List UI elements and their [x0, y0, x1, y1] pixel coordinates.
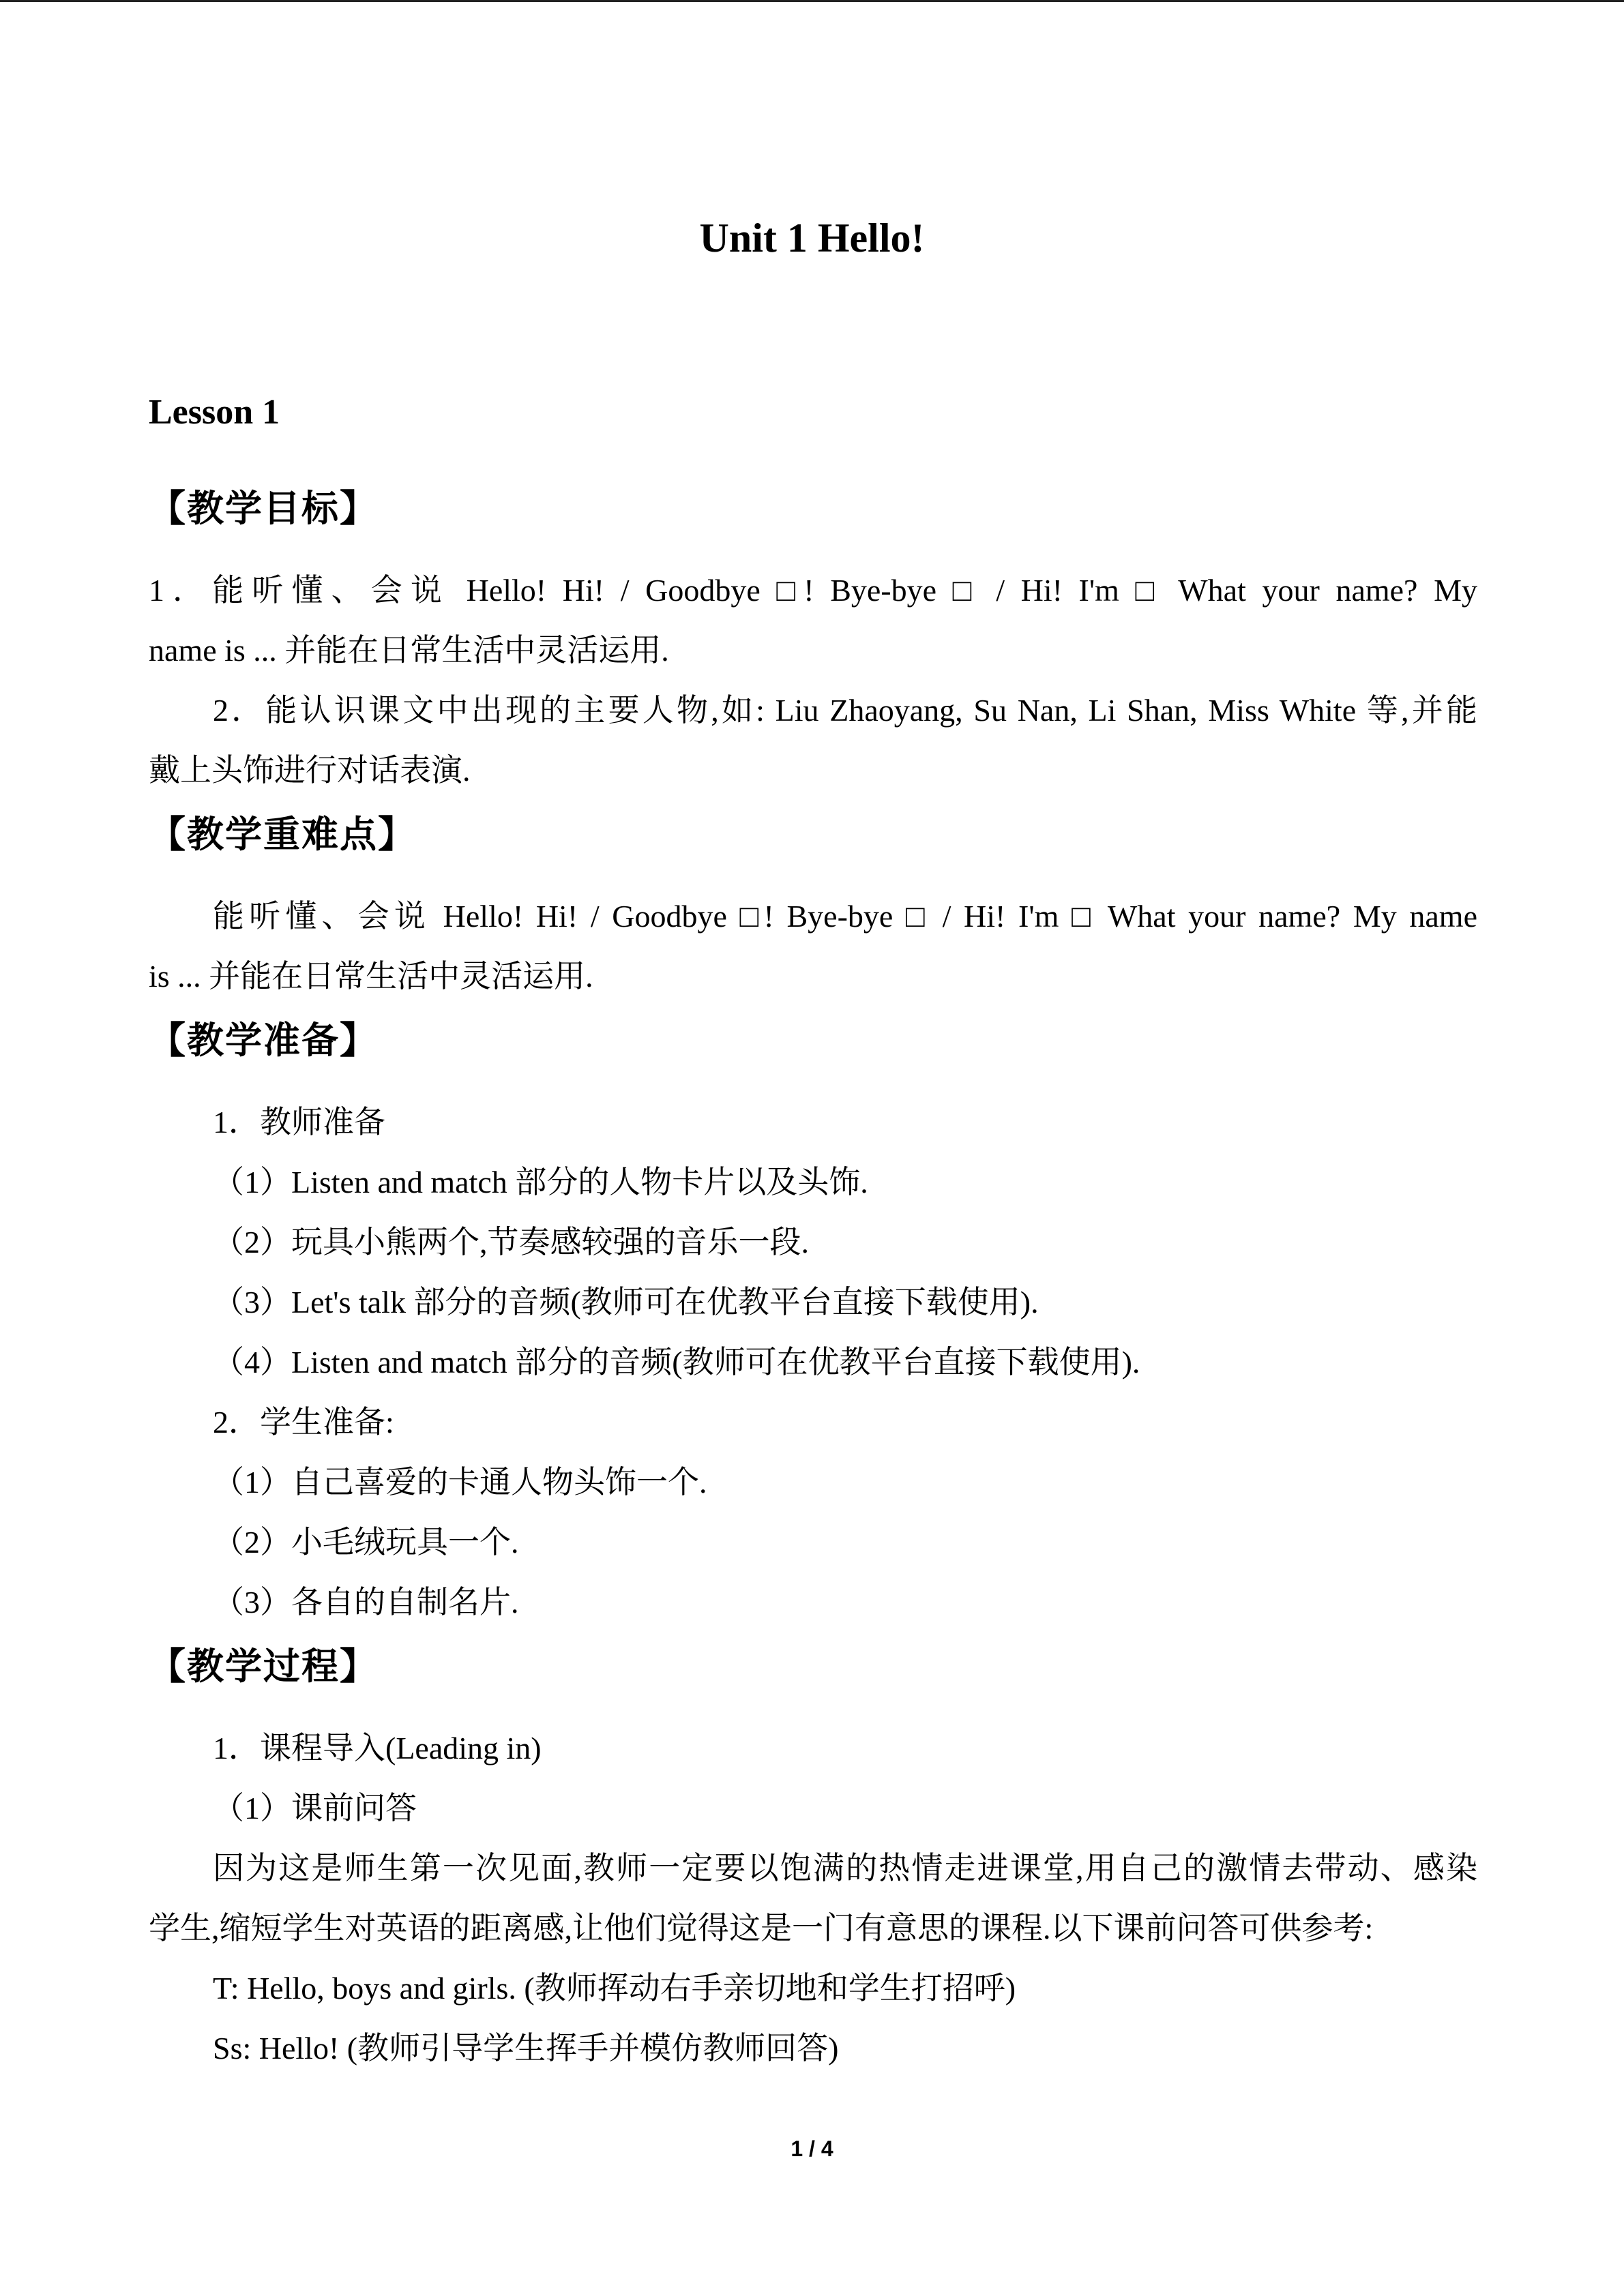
prep-line-9: （3）各自的自制名片. — [213, 1585, 519, 1620]
prep-line-2: （1）Listen and match 部分的人物卡片以及头饰. — [213, 1165, 868, 1199]
key-point-line-2: is ... 并能在日常生活中灵活运用. — [149, 959, 593, 994]
prep-line-6: 2．学生准备: — [213, 1405, 394, 1440]
process-line-6: Ss: Hello! (教师引导学生挥手并模仿教师回答) — [213, 2031, 839, 2066]
prep-line-1: 1．教师准备 — [213, 1105, 385, 1139]
prep-line-8: （2）小毛绒玩具一个. — [213, 1525, 519, 1560]
prep-line-7: （1）自己喜爱的卡通人物头饰一个. — [213, 1465, 707, 1500]
section-heading-preparation: 【教学准备】 — [149, 1019, 378, 1062]
lesson-heading: Lesson 1 — [149, 393, 280, 432]
prep-line-3: （2）玩具小熊两个,节奏感较强的音乐一段. — [213, 1225, 809, 1259]
objective-line-4: 戴上头饰进行对话表演. — [149, 753, 471, 788]
prep-line-5: （4）Listen and match 部分的音频(教师可在优教平台直接下载使用). — [213, 1345, 1140, 1380]
process-line-4: 学生,缩短学生对英语的距离感,让他们觉得这是一门有意思的课程.以下课前问答可供参考: — [149, 1911, 1374, 1945]
objective-line-2: name is ... 并能在日常生活中灵活运用. — [149, 633, 669, 668]
process-line-5: T: Hello, boys and girls. (教师挥动右手亲切地和学生打招呼) — [213, 1971, 1016, 2006]
process-line-1: 1．课程导入(Leading in) — [213, 1731, 542, 1765]
objective-line-1: 1．能听懂、会说 Hello! Hi! / Goodbye □! Bye-bye □ / Hi! I'm □ What your name? My — [149, 573, 1477, 608]
prep-line-4: （3）Let's talk 部分的音频(教师可在优教平台直接下载使用). — [213, 1285, 1039, 1320]
process-line-2: （1）课前问答 — [213, 1791, 417, 1825]
section-heading-process: 【教学过程】 — [149, 1645, 378, 1688]
document-title: Unit 1 Hello! — [699, 215, 925, 260]
page-number: 1 / 4 — [791, 2136, 833, 2161]
key-point-line-1: 能听懂、会说 Hello! Hi! / Goodbye □! Bye-bye □ / Hi! I'm □ What your name? My name — [213, 899, 1477, 934]
objective-line-3: 2．能认识课文中出现的主要人物,如: Liu Zhaoyang, Su Nan, Li Shan, Miss White 等,并能 — [213, 693, 1477, 728]
section-heading-key-points: 【教学重难点】 — [149, 813, 416, 856]
section-heading-objectives: 【教学目标】 — [149, 487, 378, 530]
process-line-3: 因为这是师生第一次见面,教师一定要以饱满的热情走进课堂,用自己的激情去带动、感染 — [213, 1851, 1477, 1885]
